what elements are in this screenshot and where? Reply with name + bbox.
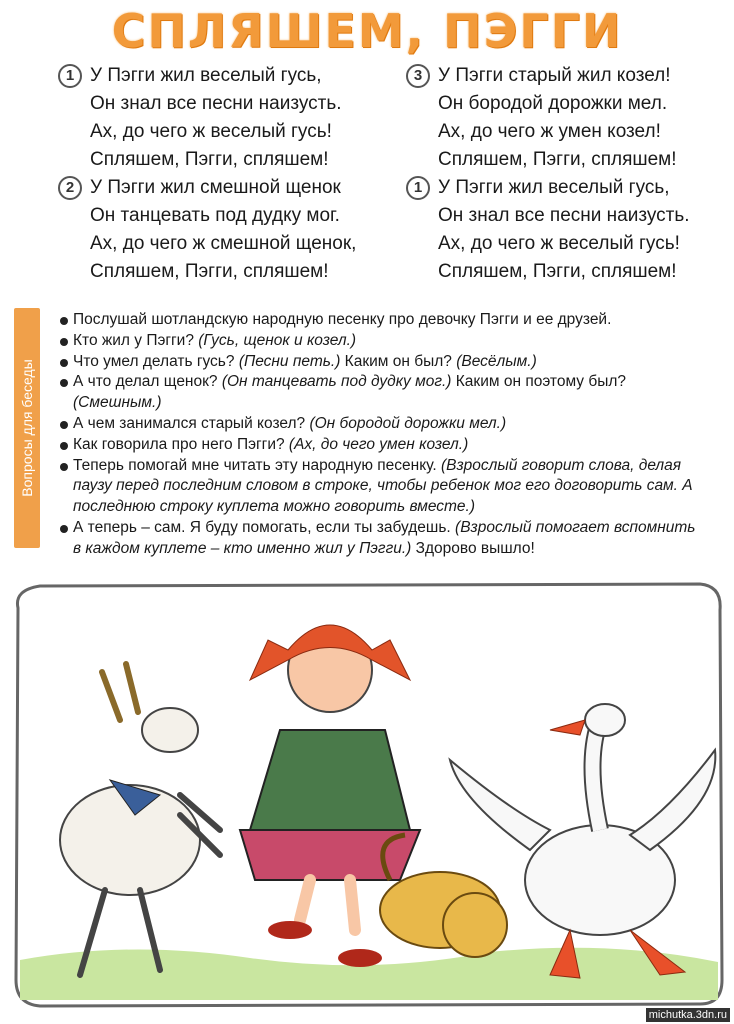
verse-line: Ах, до чего ж смешной щенок,: [90, 233, 357, 254]
page-title: СПЛЯШЕМ, ПЭГГИ: [111, 4, 623, 58]
question-list: [60, 310, 700, 560]
verse-3: [413, 62, 677, 174]
list-item: А что делал щенок? (Он танцевать под дудку мог.) Каким он поэтому был? (Смешным.): [60, 372, 700, 414]
sidebar-label: Вопросы для беседы: [19, 359, 35, 497]
verse-4: [413, 174, 690, 286]
verse-number: 1: [58, 64, 82, 88]
verse-number: 3: [406, 64, 430, 88]
verse-number: 1: [406, 176, 430, 200]
watermark: michutka.3dn.ru: [646, 1008, 730, 1022]
verse-line: Ах, до чего ж умен козел!: [438, 121, 661, 142]
verse-line: У Пэгги жил смешной щенок: [90, 177, 341, 198]
verse-line: Спляшем, Пэгги, спляшем!: [90, 261, 329, 282]
list-item: Послушай шотландскую народную песенку про девочку Пэгги и ее друзей.: [60, 310, 700, 331]
verse-2: [65, 174, 357, 286]
verse-line: У Пэгги старый жил козел!: [438, 65, 671, 86]
verse-line: Он знал все песни наизусть.: [90, 93, 342, 114]
verse-line: Спляшем, Пэгги, спляшем!: [438, 261, 677, 282]
sidebar-tab: [14, 308, 40, 548]
verse-line: Он бородой дорожки мел.: [438, 93, 668, 114]
verse-line: Он танцевать под дудку мог.: [90, 205, 340, 226]
peggy-illustration: [10, 580, 726, 1010]
list-item: Теперь помогай мне читать эту народную песенку. (Взрослый говорит слова, делая паузу перед последним словом в строке, чтобы ребенок мог его договорить сам. А последнюю строку куплета можно говорить вместе.): [60, 456, 700, 518]
verse-line: Спляшем, Пэгги, спляшем!: [438, 149, 677, 170]
verse-line: У Пэгги жил веселый гусь,: [90, 65, 322, 86]
verse-line: У Пэгги жил веселый гусь,: [438, 177, 670, 198]
verse-line: Он знал все песни наизусть.: [438, 205, 690, 226]
list-item: А чем занимался старый козел? (Он бородой дорожки мел.): [60, 414, 700, 435]
verse-1: [65, 62, 342, 174]
list-item: Кто жил у Пэгги? (Гусь, щенок и козел.): [60, 331, 700, 352]
verse-number: 2: [58, 176, 82, 200]
list-item: А теперь – сам. Я буду помогать, если ты забудешь. (Взрослый помогает вспомнить в каждом куплете – кто именно жил у Пэгги.) Здорово вышло!: [60, 518, 700, 560]
verse-line: Ах, до чего ж веселый гусь!: [438, 233, 680, 254]
list-item: Как говорила про него Пэгги? (Ах, до чего умен козел.): [60, 435, 700, 456]
verse-line: Ах, до чего ж веселый гусь!: [90, 121, 332, 142]
list-item: Что умел делать гусь? (Песни петь.) Каким он был? (Весёлым.): [60, 352, 700, 373]
verse-line: Спляшем, Пэгги, спляшем!: [90, 149, 329, 170]
